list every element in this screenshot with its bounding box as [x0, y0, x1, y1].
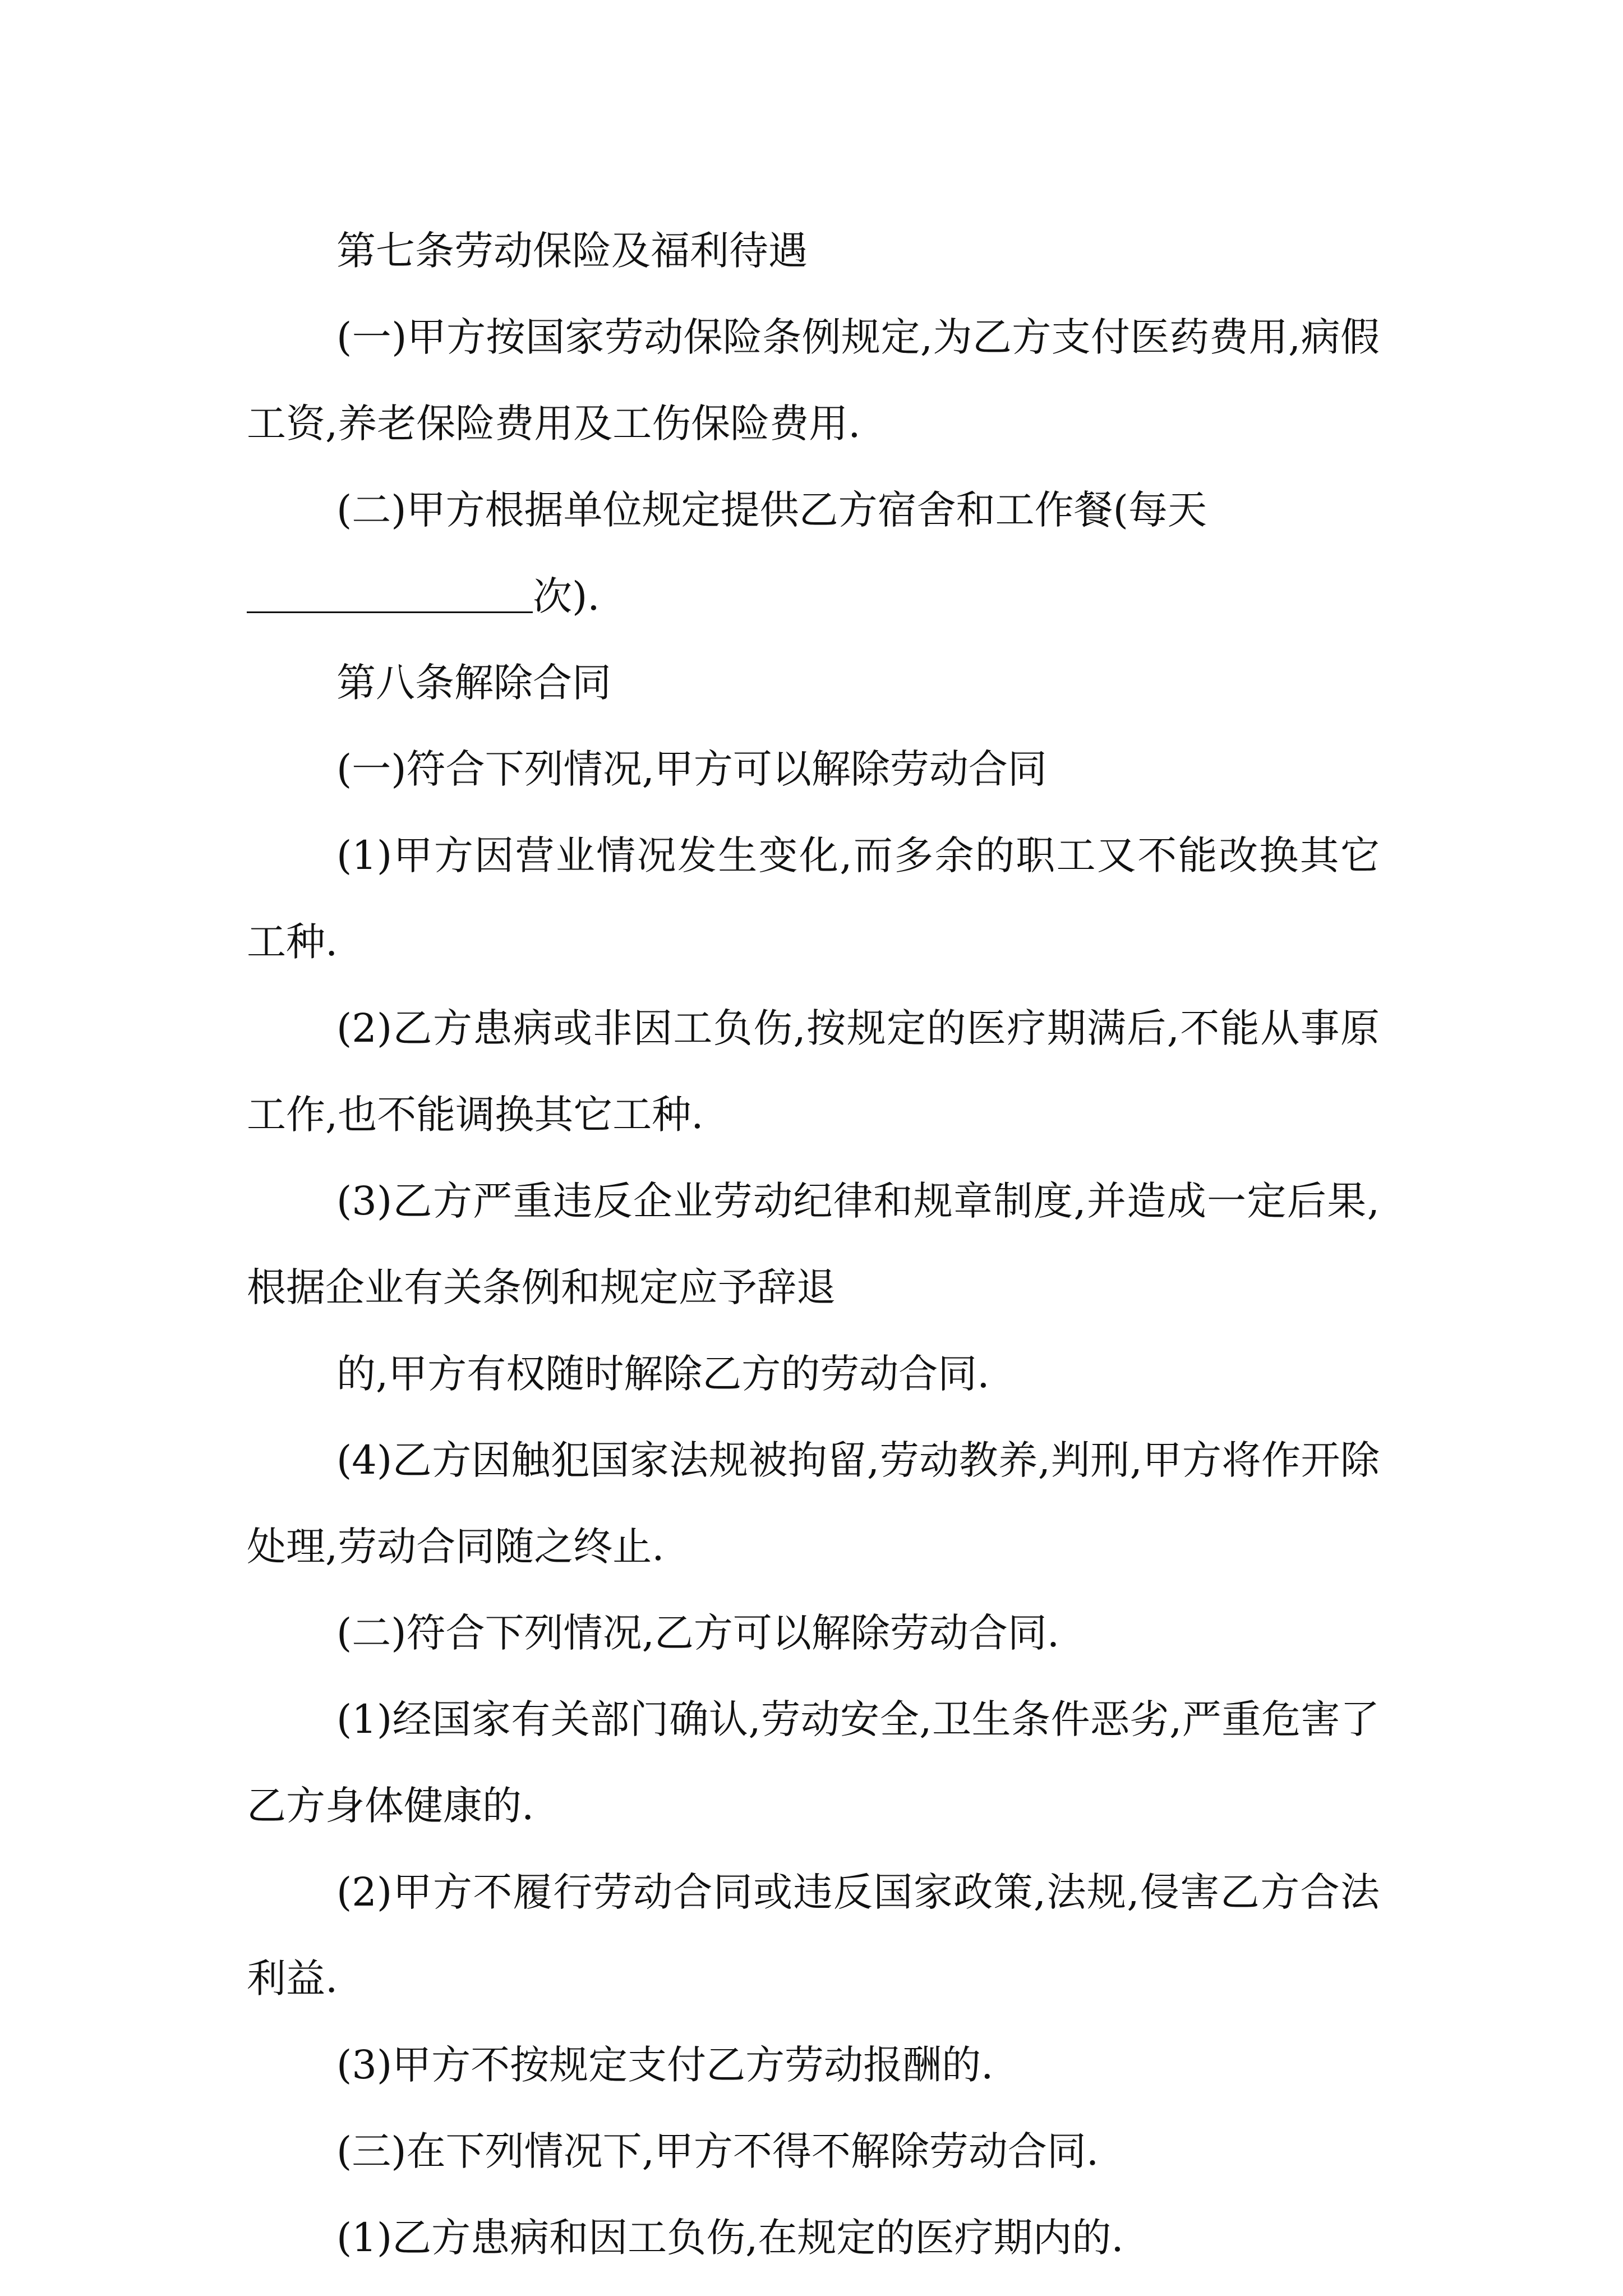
clause-8-1: (一)符合下列情况,甲方可以解除劳动合同 [336, 746, 1047, 792]
clause-8-1-item-3-continuation: 的,甲方有权随时解除乙方的劳动合同. [336, 1351, 990, 1397]
clause-8-1-item-4: (4)乙方因触犯国家法规被拘留,劳动教养,判刑,甲方将作开除处理,劳动合同随之终止. [247, 1437, 1380, 1570]
clause-7-2-tail: 次). [533, 573, 600, 619]
clause-8-1-item-1: (1)甲方因营业情况发生变化,而多余的职工又不能改换其它工种. [247, 832, 1380, 965]
clause-8-2-item-1: (1)经国家有关部门确认,劳动安全,卫生条件恶劣,严重危害了乙方身体健康的. [247, 1696, 1380, 1829]
clause-8-2-item-3: (3)甲方不按规定支付乙方劳动报酬的. [336, 2042, 994, 2088]
clause-7-1: (一)甲方按国家劳动保险条例规定,为乙方支付医药费用,病假工资,养老保险费用及工伤保险费用. [247, 314, 1380, 447]
clause-8-1-item-2: (2)乙方患病或非因工负伤,按规定的医疗期满后,不能从事原工作,也不能调换其它工种. [247, 1005, 1380, 1138]
clause-7-2-continuation [247, 553, 1380, 639]
article-8-heading: 第八条解除合同 [336, 660, 611, 706]
blank-fill-line [247, 572, 533, 613]
clause-8-2-item-2: (2)甲方不履行劳动合同或违反国家政策,法规,侵害乙方合法利益. [247, 1869, 1380, 2001]
document-body [247, 208, 1380, 2281]
article-7-heading: 第七条劳动保险及福利待遇 [336, 228, 808, 274]
clause-8-1-item-3: (3)乙方严重违反企业劳动纪律和规章制度,并造成一定后果,根据企业有关条例和规定应予辞退 [247, 1178, 1380, 1310]
clause-7-2: (二)甲方根据单位规定提供乙方宿舍和工作餐(每天 [336, 487, 1207, 533]
clause-8-3-item-1: (1)乙方患病和因工负伤,在规定的医疗期内的. [336, 2215, 1124, 2261]
clause-8-2: (二)符合下列情况,乙方可以解除劳动合同. [336, 1610, 1060, 1656]
clause-8-3: (三)在下列情况下,甲方不得不解除劳动合同. [336, 2128, 1099, 2174]
